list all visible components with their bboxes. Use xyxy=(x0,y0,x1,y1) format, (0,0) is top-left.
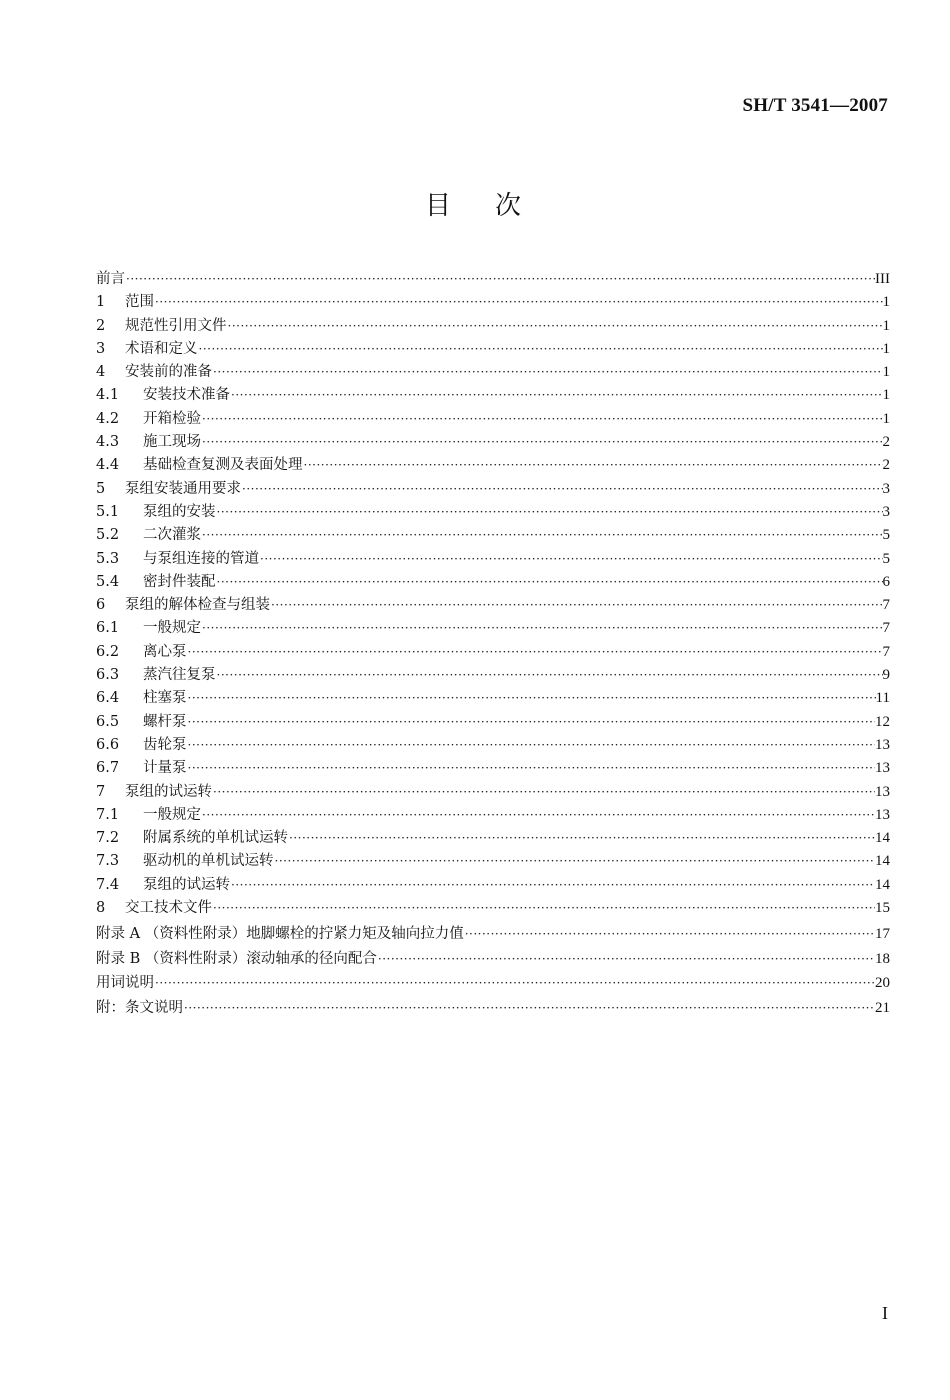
toc-entry[interactable] xyxy=(96,571,890,594)
dot-leader xyxy=(187,687,876,710)
toc-entry[interactable] xyxy=(96,781,890,804)
toc-entry-number: 6.3 xyxy=(96,667,120,684)
toc-entry-title: 与泵组连接的管道 xyxy=(143,550,259,567)
toc-entry-title: 泵组的试运转 xyxy=(143,876,230,893)
toc-entry[interactable] xyxy=(96,384,890,407)
toc-entry[interactable] xyxy=(96,641,890,664)
toc-entry-number: 4.1 xyxy=(96,387,120,404)
page-number: I xyxy=(882,1303,888,1323)
dot-leader xyxy=(377,947,875,972)
toc-entry-page: 9 xyxy=(882,667,890,684)
toc-entry-page: 2 xyxy=(882,434,890,451)
table-of-contents xyxy=(96,268,890,1020)
toc-entry[interactable] xyxy=(96,874,890,897)
toc-entry-page: 20 xyxy=(875,975,890,992)
toc-entry-title: 用词说明 xyxy=(96,975,154,992)
toc-entry-page: 17 xyxy=(875,926,890,943)
dot-leader xyxy=(227,315,883,338)
toc-entry-page: 7 xyxy=(882,643,890,660)
toc-entry-number: 5.1 xyxy=(96,503,120,520)
toc-entry-title: 规范性引用文件 xyxy=(125,317,227,334)
toc-entry-page: 3 xyxy=(882,503,890,520)
toc-entry-title: 驱动机的单机试运转 xyxy=(143,853,274,870)
toc-entry-title: 离心泵 xyxy=(143,643,187,660)
toc-entry-number: 2 xyxy=(96,317,106,334)
dot-leader xyxy=(212,897,875,920)
toc-entry-title: 密封件装配 xyxy=(143,573,216,590)
toc-entry-title: 泵组安装通用要求 xyxy=(125,480,241,497)
dot-leader xyxy=(212,361,883,384)
toc-entry-page: 15 xyxy=(875,900,890,917)
toc-entry[interactable] xyxy=(96,361,890,384)
toc-entry-title: 蒸汽往复泵 xyxy=(143,667,216,684)
toc-entry-title: 安装技术准备 xyxy=(143,387,230,404)
toc-entry-number: 5 xyxy=(96,480,106,497)
toc-entry[interactable] xyxy=(96,431,890,454)
toc-entry[interactable] xyxy=(96,664,890,687)
dot-leader xyxy=(201,408,883,431)
toc-entry-title: 泵组的解体检查与组装 xyxy=(125,597,270,614)
toc-entry[interactable] xyxy=(96,478,890,501)
toc-entry-number: 4.4 xyxy=(96,457,120,474)
standard-code: SH/T 3541—2007 xyxy=(742,95,888,116)
dot-leader xyxy=(125,268,875,291)
toc-entry-page: 18 xyxy=(875,950,890,967)
toc-entry-number: 7.2 xyxy=(96,830,120,847)
dot-leader xyxy=(187,757,876,780)
dot-leader xyxy=(241,478,883,501)
toc-entry[interactable] xyxy=(96,291,890,314)
toc-entry-number: 6.5 xyxy=(96,713,120,730)
toc-entry-page: 5 xyxy=(882,527,890,544)
toc-entry-number: 4.2 xyxy=(96,410,120,427)
toc-entry-page: 12 xyxy=(875,713,890,730)
toc-entry-number: 7.4 xyxy=(96,876,120,893)
dot-leader xyxy=(288,827,875,850)
toc-entry-page: 1 xyxy=(882,364,890,381)
toc-entry-page: 14 xyxy=(875,853,890,870)
dot-leader xyxy=(274,850,876,873)
toc-entry-title: 一般规定 xyxy=(143,806,201,823)
toc-entry-title: 齿轮泵 xyxy=(143,736,187,753)
toc-entry-title: 交工技术文件 xyxy=(125,900,212,917)
dot-leader xyxy=(216,501,883,524)
toc-entry[interactable] xyxy=(96,996,890,1021)
dot-leader xyxy=(187,641,883,664)
toc-entry-page: 11 xyxy=(875,690,890,707)
toc-entry[interactable] xyxy=(96,454,890,477)
toc-entry-number: 6.1 xyxy=(96,620,120,637)
toc-entry[interactable] xyxy=(96,315,890,338)
toc-entry-title: 二次灌浆 xyxy=(143,527,201,544)
toc-entry-number: 6.7 xyxy=(96,760,120,777)
dot-leader xyxy=(187,711,876,734)
toc-entry-page: 1 xyxy=(882,387,890,404)
toc-entry[interactable] xyxy=(96,524,890,547)
toc-entry-page: 13 xyxy=(875,760,890,777)
toc-entry-title: 施工现场 xyxy=(143,434,201,451)
toc-entry-number: 7.3 xyxy=(96,853,120,870)
dot-leader xyxy=(259,548,883,571)
toc-entry[interactable] xyxy=(96,971,890,996)
toc-entry[interactable] xyxy=(96,594,890,617)
toc-entry-page: 1 xyxy=(882,410,890,427)
dot-leader xyxy=(212,781,875,804)
toc-entry[interactable] xyxy=(96,548,890,571)
toc-entry-title: 范围 xyxy=(125,294,154,311)
toc-entry-page: 13 xyxy=(875,736,890,753)
dot-leader xyxy=(183,996,875,1021)
toc-entry-number: 1 xyxy=(96,294,106,311)
toc-entry-page: 1 xyxy=(882,340,890,357)
dot-leader xyxy=(154,971,875,996)
toc-entry[interactable] xyxy=(96,268,890,291)
toc-entry[interactable] xyxy=(96,408,890,431)
toc-entry-page: 14 xyxy=(875,830,890,847)
toc-entry-title: 计量泵 xyxy=(143,760,187,777)
toc-entry[interactable] xyxy=(96,734,890,757)
dot-leader xyxy=(201,431,883,454)
toc-entry-title: 开箱检验 xyxy=(143,410,201,427)
toc-entry[interactable] xyxy=(96,804,890,827)
toc-entry-title: 前言 xyxy=(96,271,125,287)
toc-entry-page: 5 xyxy=(882,550,890,567)
toc-entry-title: 附录 B （资料性附录）滚动轴承的径向配合 xyxy=(96,950,377,967)
toc-entry-number: 6 xyxy=(96,597,106,614)
dot-leader xyxy=(303,454,883,477)
toc-entry[interactable] xyxy=(96,338,890,361)
page-title: 目次 xyxy=(424,191,565,221)
toc-entry[interactable] xyxy=(96,757,890,780)
toc-entry-number: 6.6 xyxy=(96,736,120,753)
dot-leader xyxy=(154,291,883,314)
toc-entry-page: 13 xyxy=(875,806,890,823)
toc-entry-title: 一般规定 xyxy=(143,620,201,637)
toc-entry-page: 3 xyxy=(882,480,890,497)
dot-leader xyxy=(198,338,883,361)
toc-entry-number: 4.3 xyxy=(96,434,120,451)
dot-leader xyxy=(230,384,883,407)
dot-leader xyxy=(464,922,875,947)
dot-leader xyxy=(187,734,876,757)
toc-entry-title: 柱塞泵 xyxy=(143,690,187,707)
toc-entry-page: 7 xyxy=(882,597,890,614)
toc-entry-number: 7 xyxy=(96,783,106,800)
dot-leader xyxy=(201,617,883,640)
toc-entry[interactable] xyxy=(96,947,890,972)
toc-entry[interactable] xyxy=(96,501,890,524)
toc-entry-title: 螺杆泵 xyxy=(143,713,187,730)
toc-entry-title: 泵组的试运转 xyxy=(125,783,212,800)
toc-entry-page: III xyxy=(875,271,890,287)
toc-entry-page: 14 xyxy=(875,876,890,893)
toc-entry-title: 附录 A （资料性附录）地脚螺栓的拧紧力矩及轴向拉力值 xyxy=(96,926,464,943)
toc-entry-title: 附：条文说明 xyxy=(96,999,183,1016)
toc-entry-page: 1 xyxy=(882,317,890,334)
toc-entry-page: 21 xyxy=(875,999,890,1016)
dot-leader xyxy=(270,594,883,617)
toc-entry-number: 5.2 xyxy=(96,527,120,544)
toc-entry[interactable] xyxy=(96,617,890,640)
toc-entry-page: 7 xyxy=(882,620,890,637)
toc-entry[interactable] xyxy=(96,827,890,850)
toc-entry-number: 4 xyxy=(96,364,106,381)
dot-leader xyxy=(216,571,883,594)
dot-leader xyxy=(201,804,875,827)
toc-entry-title: 附属系统的单机试运转 xyxy=(143,830,288,847)
dot-leader xyxy=(230,874,875,897)
toc-entry-title: 泵组的安装 xyxy=(143,503,216,520)
toc-entry-title: 基础检查复测及表面处理 xyxy=(143,457,303,474)
toc-entry[interactable] xyxy=(96,850,890,873)
dot-leader xyxy=(216,664,883,687)
toc-entry-number: 6.4 xyxy=(96,690,120,707)
toc-entry-page: 1 xyxy=(882,294,890,311)
toc-entry-page: 6 xyxy=(882,573,890,590)
toc-entry[interactable] xyxy=(96,922,890,947)
toc-entry[interactable] xyxy=(96,711,890,734)
toc-entry[interactable] xyxy=(96,687,890,710)
dot-leader xyxy=(201,524,883,547)
toc-entry-number: 8 xyxy=(96,900,106,917)
toc-entry[interactable] xyxy=(96,897,890,920)
toc-entry-number: 5.4 xyxy=(96,573,120,590)
toc-entry-title: 安装前的准备 xyxy=(125,364,212,381)
toc-entry-page: 2 xyxy=(882,457,890,474)
toc-entry-number: 7.1 xyxy=(96,806,120,823)
toc-entry-title: 术语和定义 xyxy=(125,340,198,357)
toc-entry-number: 3 xyxy=(96,340,106,357)
toc-entry-number: 6.2 xyxy=(96,643,120,660)
toc-entry-page: 13 xyxy=(875,783,890,800)
toc-entry-number: 5.3 xyxy=(96,550,120,567)
